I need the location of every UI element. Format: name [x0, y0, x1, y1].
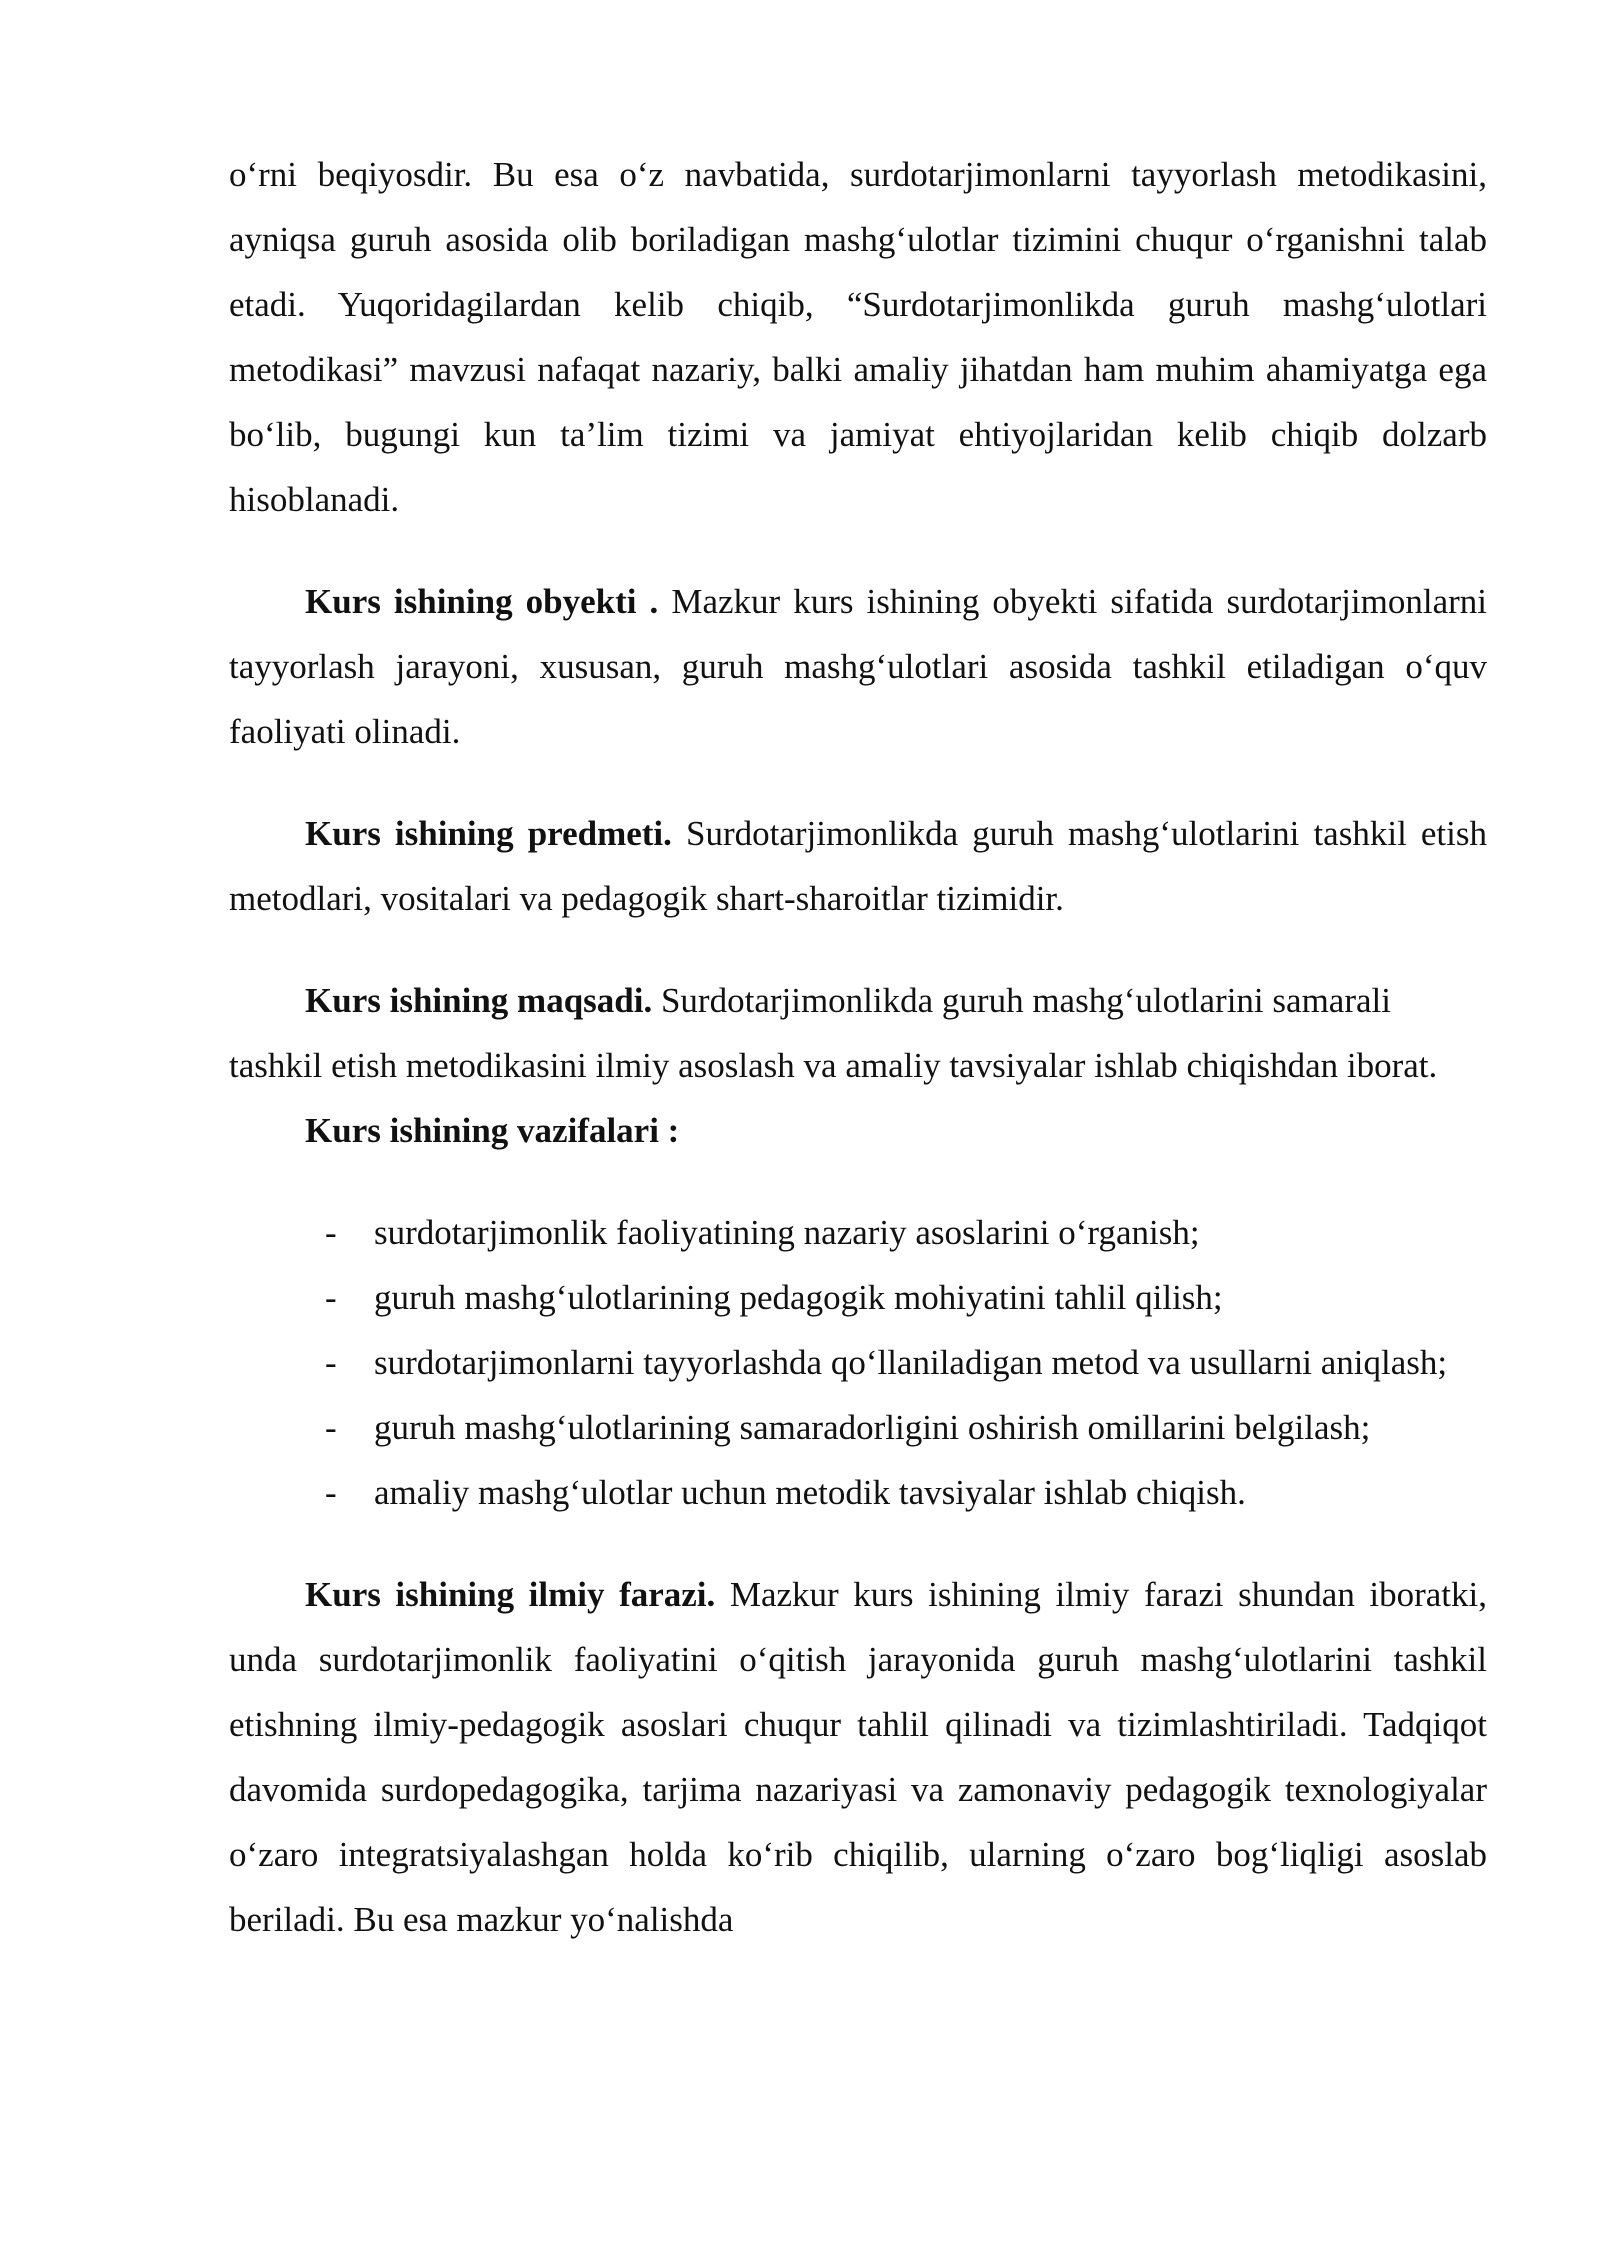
faraz-paragraph [229, 1562, 1487, 1952]
vazifalar-list [229, 1200, 1487, 1525]
list-bullet: - [325, 1473, 337, 1512]
list-item [229, 1395, 1487, 1460]
list-bullet: - [325, 1343, 337, 1382]
obyekt-paragraph [229, 569, 1487, 764]
faraz-heading: Kurs ishining ilmiy farazi. [305, 1575, 716, 1614]
list-bullet: - [325, 1278, 337, 1317]
list-bullet: - [325, 1408, 337, 1447]
document-page [229, 142, 1487, 1952]
obyekt-text: Mazkur kurs ishining obyekti sifatida surdotarjimonlarni tayyorlash jarayoni, xususan, guruh mashg‘ulotlari asosida tashkil etiladigan o‘quv faoliyati olinadi. [229, 582, 1487, 751]
list-item [229, 1460, 1487, 1525]
predmet-paragraph [229, 801, 1487, 931]
vazifalar-heading-line [229, 1098, 1487, 1163]
list-item [229, 1265, 1487, 1330]
list-item-text: guruh mashg‘ulotlarining samaradorligini oshirish omillarini belgilash; [374, 1408, 1371, 1447]
list-item-text: surdotarjimonlik faoliyatining nazariy asoslarini o‘rganish; [374, 1213, 1200, 1252]
list-bullet: - [325, 1213, 337, 1252]
faraz-text: Mazkur kurs ishining ilmiy farazi shundan iboratki, unda surdotarjimonlik faoliyatini o‘qitish jarayonida guruh mashg‘ulotlarini tashkil etishning ilmiy-pedagogik asoslari chuqur tahlil qilinadi va tizimlashtiriladi. Tadqiqot davomida surdopedagogika, tarjima nazariyasi va zamonaviy pedagogik texnologiyalar o‘zaro integratsiyalashgan holda ko‘rib chiqilib, ularning o‘zaro bog‘liqligi asoslab beriladi. Bu esa mazkur yo‘nalishda [229, 1575, 1488, 1939]
list-item [229, 1330, 1487, 1395]
vazifalar-heading: Kurs ishining vazifalari : [305, 1111, 680, 1150]
maqsad-heading: Kurs ishining maqsadi. [305, 981, 653, 1020]
predmet-heading: Kurs ishining predmeti. [305, 814, 672, 853]
intro-paragraph: o‘rni beqiyosdir. Bu esa o‘z navbatida, surdotarjimonlarni tayyorlash metodikasini, ayniqsa guruh asosida olib boriladigan mashg‘ulotlar tizimini chuqur o‘rganishni talab etadi. Yuqoridagilardan kelib chiqib, “Surdotarjimonlikda guruh mashg‘ulotlari metodikasi” mavzusi nafaqat nazariy, balki amaliy jihatdan ham muhim ahamiyatga ega bo‘lib, bugungi kun ta’lim tizimi va jamiyat ehtiyojlaridan kelib chiqib dolzarb hisoblanadi. [229, 155, 1487, 519]
obyekt-heading: Kurs ishining obyekti . [305, 582, 659, 621]
list-item-text: surdotarjimonlarni tayyorlashda qo‘llaniladigan metod va usullarni aniqlash; [374, 1343, 1448, 1382]
maqsad-paragraph [229, 968, 1487, 1098]
list-item [229, 1200, 1487, 1265]
predmet-text: Surdotarjimonlikda guruh mashg‘ulotlarini tashkil etish metodlari, vositalari va pedagogik shart-sharoitlar tizimidir. [229, 814, 1487, 918]
list-item-text: guruh mashg‘ulotlarining pedagogik mohiyatini tahlil qilish; [374, 1278, 1223, 1317]
maqsad-text: Surdotarjimonlikda guruh mashg‘ulotlarini samarali tashkil etish metodikasini ilmiy asoslash va amaliy tavsiyalar ishlab chiqishdan iborat. [229, 981, 1438, 1085]
list-item-text: amaliy mashg‘ulotlar uchun metodik tavsiyalar ishlab chiqish. [374, 1473, 1246, 1512]
